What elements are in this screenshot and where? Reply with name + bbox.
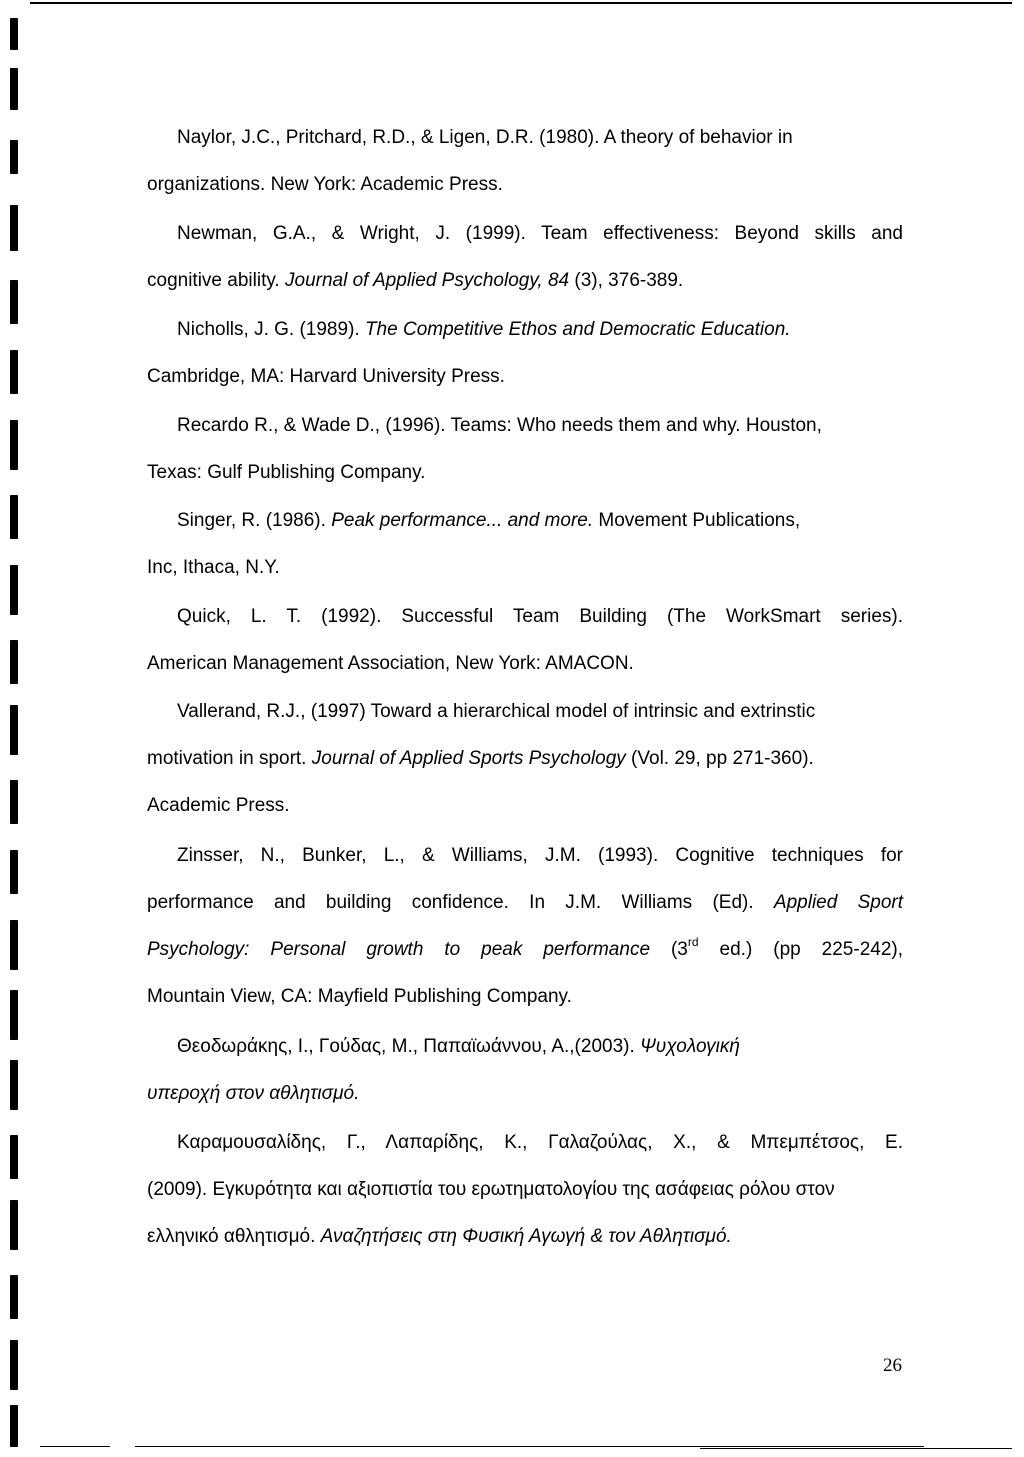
reference-line: Vallerand, R.J., (1997) Toward a hierarchical model of intrinsic and extrinstic bbox=[177, 701, 816, 722]
reference-line: (2009). Εγκυρότητα και αξιοπιστία του ερωτηματολογίου της ασάφειας ρόλου στον bbox=[147, 1179, 835, 1200]
reference-line: organizations. New York: Academic Press. bbox=[147, 174, 503, 195]
journal-title: Journal of Applied Psychology, 84 bbox=[285, 270, 570, 291]
reference-karamousalidis bbox=[147, 1119, 903, 1260]
journal-title: Journal of Applied Sports Psychology bbox=[311, 748, 626, 769]
book-title: The Competitive Ethos and Democratic Education. bbox=[364, 319, 791, 340]
reference-line: Singer, R. (1986). Peak performance... and more. Movement Publications, bbox=[177, 510, 801, 531]
reference-line: Newman, G.A., & Wright, J. (1999). Team effectiveness: Beyond skills and bbox=[177, 223, 903, 244]
bottom-rule bbox=[700, 1448, 1012, 1449]
reference-line: American Management Association, New York: AMACON. bbox=[147, 653, 634, 674]
book-title: υπεροχή στον αθλητισμό. bbox=[147, 1083, 360, 1104]
reference-line: Recardo R., & Wade D., (1996). Teams: Who needs them and why. Houston, bbox=[177, 415, 822, 436]
book-title: Psychology: Personal growth to peak performance bbox=[147, 939, 651, 960]
reference-theodorakis bbox=[147, 1023, 903, 1117]
reference-line: Academic Press. bbox=[147, 795, 290, 816]
reference-line: ελληνικό αθλητισμό. Αναζητήσεις στη Φυσική Αγωγή & τον Αθλητισμό. bbox=[147, 1226, 732, 1247]
bottom-rule bbox=[135, 1446, 924, 1447]
reference-line: Θεοδωράκης, Ι., Γούδας, Μ., Παπαϊωάννου, Α.,(2003). Ψυχολογική bbox=[177, 1036, 740, 1057]
reference-line: Mountain View, CA: Mayfield Publishing Company. bbox=[147, 986, 572, 1007]
reference-quick bbox=[147, 593, 903, 687]
reference-line: Zinsser, N., Bunker, L., & Williams, J.M. (1993). Cognitive techniques for bbox=[177, 845, 903, 866]
reference-nicholls bbox=[147, 306, 903, 400]
reference-naylor bbox=[147, 114, 903, 208]
journal-title: Αναζητήσεις στη Φυσική Αγωγή & τον Αθλητισμό. bbox=[320, 1226, 732, 1247]
reference-line bbox=[147, 1070, 903, 1117]
book-title: Peak performance... and more. bbox=[331, 510, 594, 531]
top-rule bbox=[30, 2, 1012, 4]
reference-zinsser bbox=[147, 832, 903, 1020]
reference-vallerand bbox=[147, 688, 903, 829]
bottom-rule bbox=[40, 1446, 110, 1447]
page-number: 26 bbox=[883, 1355, 902, 1376]
reference-line: cognitive ability. Journal of Applied Psychology, 84 (3), 376-389. bbox=[147, 270, 684, 291]
reference-line: performance and building confidence. In J.M. Williams (Ed). Applied Sport bbox=[147, 892, 903, 913]
reference-line: Inc, Ithaca, N.Y. bbox=[147, 557, 280, 578]
reference-singer bbox=[147, 497, 903, 591]
reference-line: Καραμουσαλίδης, Γ., Λαπαρίδης, Κ., Γαλαζούλας, Χ., & Μπεμπέτσος, Ε. bbox=[177, 1132, 903, 1153]
reference-line: Nicholls, J. G. (1989). The Competitive Ethos and Democratic Education. bbox=[177, 319, 791, 340]
reference-line: Naylor, J.C., Pritchard, R.D., & Ligen, D.R. (1980). A theory of behavior in bbox=[177, 127, 793, 148]
reference-newman bbox=[147, 210, 903, 304]
reference-recardo bbox=[147, 402, 903, 496]
reference-line: Cambridge, MA: Harvard University Press. bbox=[147, 366, 505, 387]
reference-line: Quick, L. T. (1992). Successful Team Building (The WorkSmart series). bbox=[177, 606, 903, 627]
reference-line: motivation in sport. Journal of Applied Sports Psychology (Vol. 29, pp 271-360). bbox=[147, 748, 814, 769]
book-title: Ψυχολογική bbox=[640, 1036, 740, 1057]
reference-line: Psychology: Personal growth to peak performance (3rd ed.) (pp 225-242), bbox=[147, 935, 904, 960]
book-title: Applied Sport bbox=[773, 892, 903, 913]
reference-line: Texas: Gulf Publishing Company. bbox=[147, 462, 426, 483]
